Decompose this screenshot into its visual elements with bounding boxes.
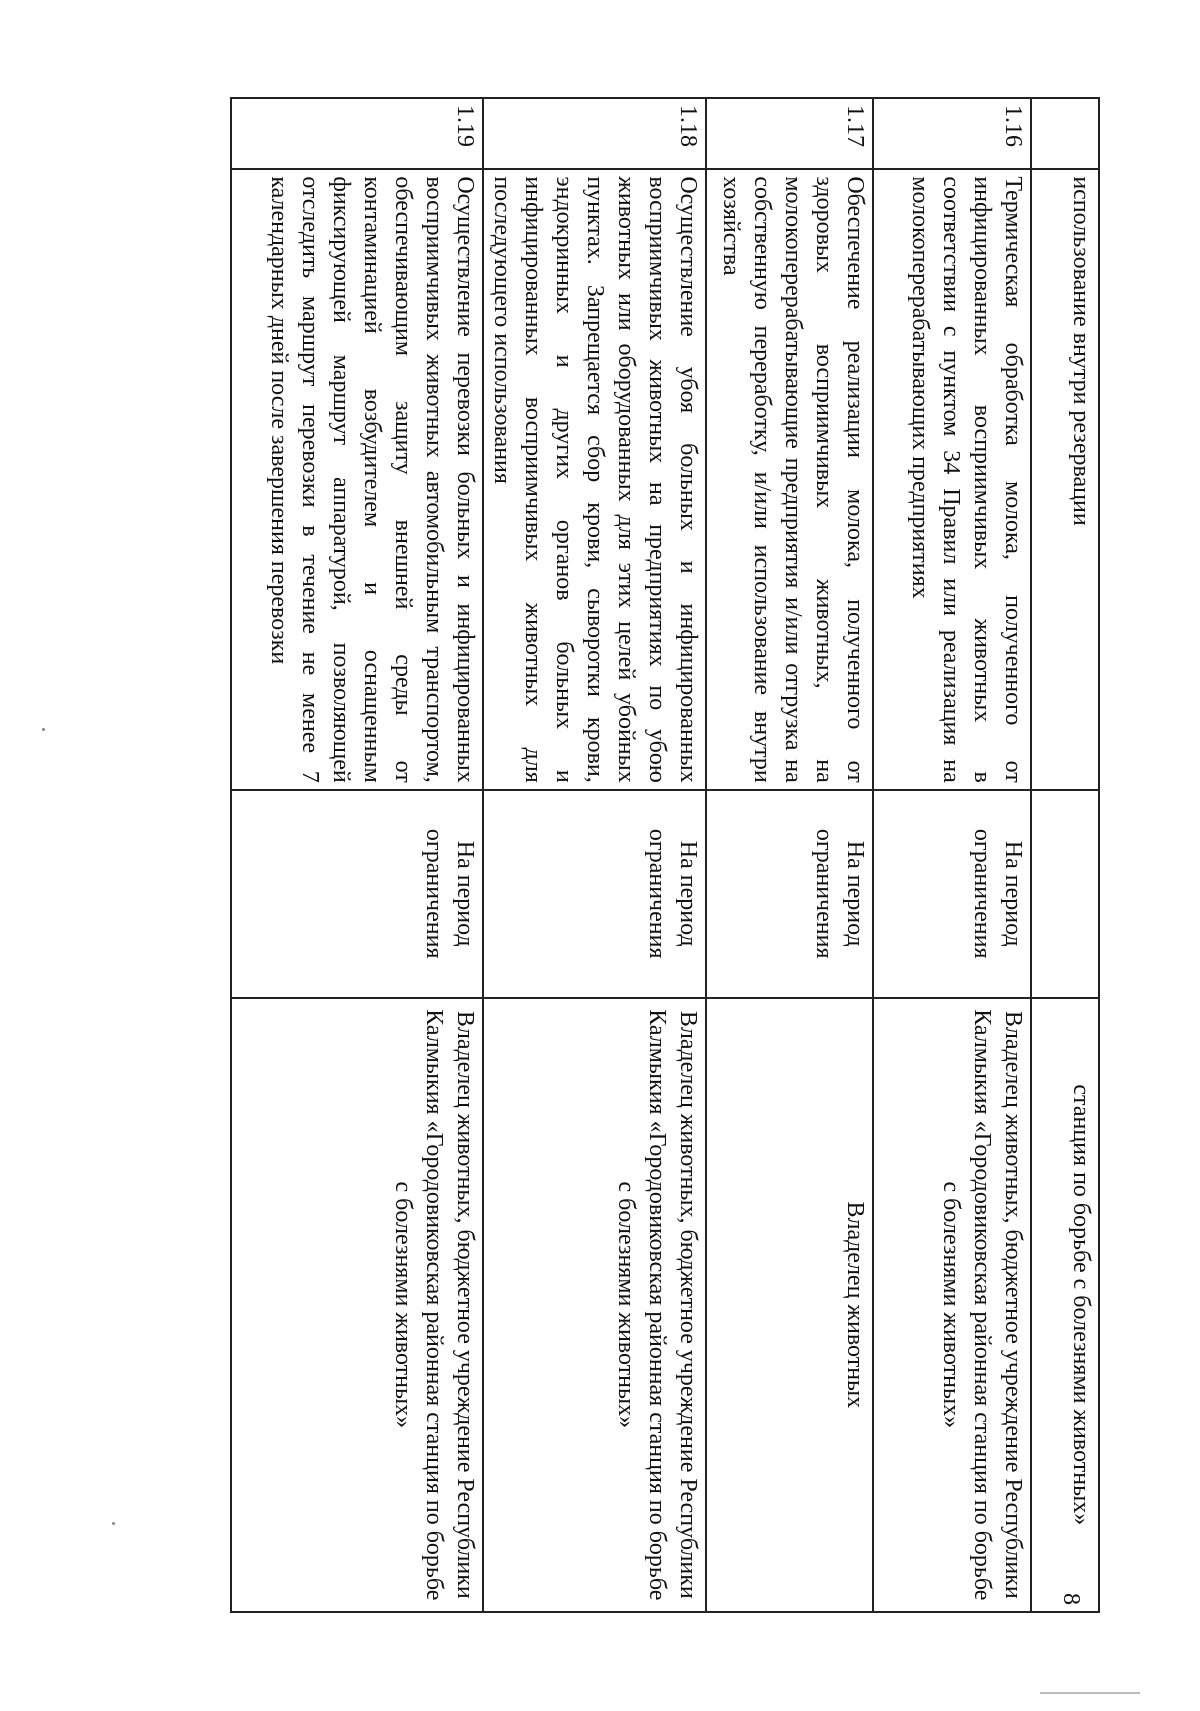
cell-resp: Владелец животных, бюджетное учреждение Республики Калмыкия «Городовиковская районная станция по борьбе с болезнями животных» [483, 998, 706, 1612]
cell-desc: Осуществление убоя больных и инфицированных восприимчивых животных на предприятиях по убою животных или оборудованных для этих целей убойных пунктах. Запрещается сбор крови, сыворотки крови, эндокринных и других органов больных и инфицированных восприимчивых животных для последующего использования [483, 169, 706, 789]
scan-artifact-dot [112, 1522, 115, 1525]
cell-term: На период ограничения [706, 790, 873, 998]
cell-resp: Владелец животных, бюджетное учреждение Республики Калмыкия «Городовиковская районная станция по борьбе с болезнями животных» [873, 998, 1031, 1612]
cell-resp: станция по борьбе с болезнями животных» [1031, 998, 1099, 1612]
cell-resp: Владелец животных [706, 998, 873, 1612]
table-row [483, 98, 706, 1612]
cell-term: На период ограничения [873, 790, 1031, 998]
cell-num: 1.18 [483, 98, 706, 169]
cell-term: На период ограничения [231, 790, 483, 998]
table-row [706, 98, 873, 1612]
cell-term: На период ограничения [483, 790, 706, 998]
table-row [873, 98, 1031, 1612]
cell-desc: Осуществление перевозки больных и инфицированных восприимчивых животных автомобильным транспортом, обеспечивающим защиту внешней среды от контаминацией возбудителем и оснащенным фиксирующей маршрут аппаратурой, позволяющей отследить маршрут перевозки в течение не менее 7 календарных дней после завершения перевозки [231, 169, 483, 789]
cell-num: 1.17 [706, 98, 873, 169]
cell-desc: Обеспечение реализации молока, полученного от здоровых восприимчивых животных, на молокоперерабатывающие предприятия и/или отгрузка на собственную переработку, и/или использование внутри хозяйства [706, 169, 873, 789]
cell-desc: Термическая обработка молока, полученного от инфицированных восприимчивых животных в соответствии с пунктом 34 Правил или реализация на молокоперерабатывающих предприятиях [873, 169, 1031, 789]
rotated-content [46, 45, 1100, 1613]
measures-table [230, 97, 1100, 1613]
cell-desc: использование внутри резервации [1031, 169, 1099, 789]
cell-resp: Владелец животных, бюджетное учреждение Республики Калмыкия «Городовиковская районная станция по борьбе с болезнями животных» [231, 998, 483, 1612]
cell-num: 1.16 [873, 98, 1031, 169]
cell-num [1031, 98, 1099, 169]
table-row [231, 98, 483, 1612]
cell-num: 1.19 [231, 98, 483, 169]
scan-artifact-dot [42, 728, 45, 731]
page-number: 8 [1058, 1593, 1084, 1605]
scan-artifact-line [1040, 1692, 1140, 1694]
table-row-continuation [1031, 98, 1099, 1612]
cell-term [1031, 790, 1099, 998]
